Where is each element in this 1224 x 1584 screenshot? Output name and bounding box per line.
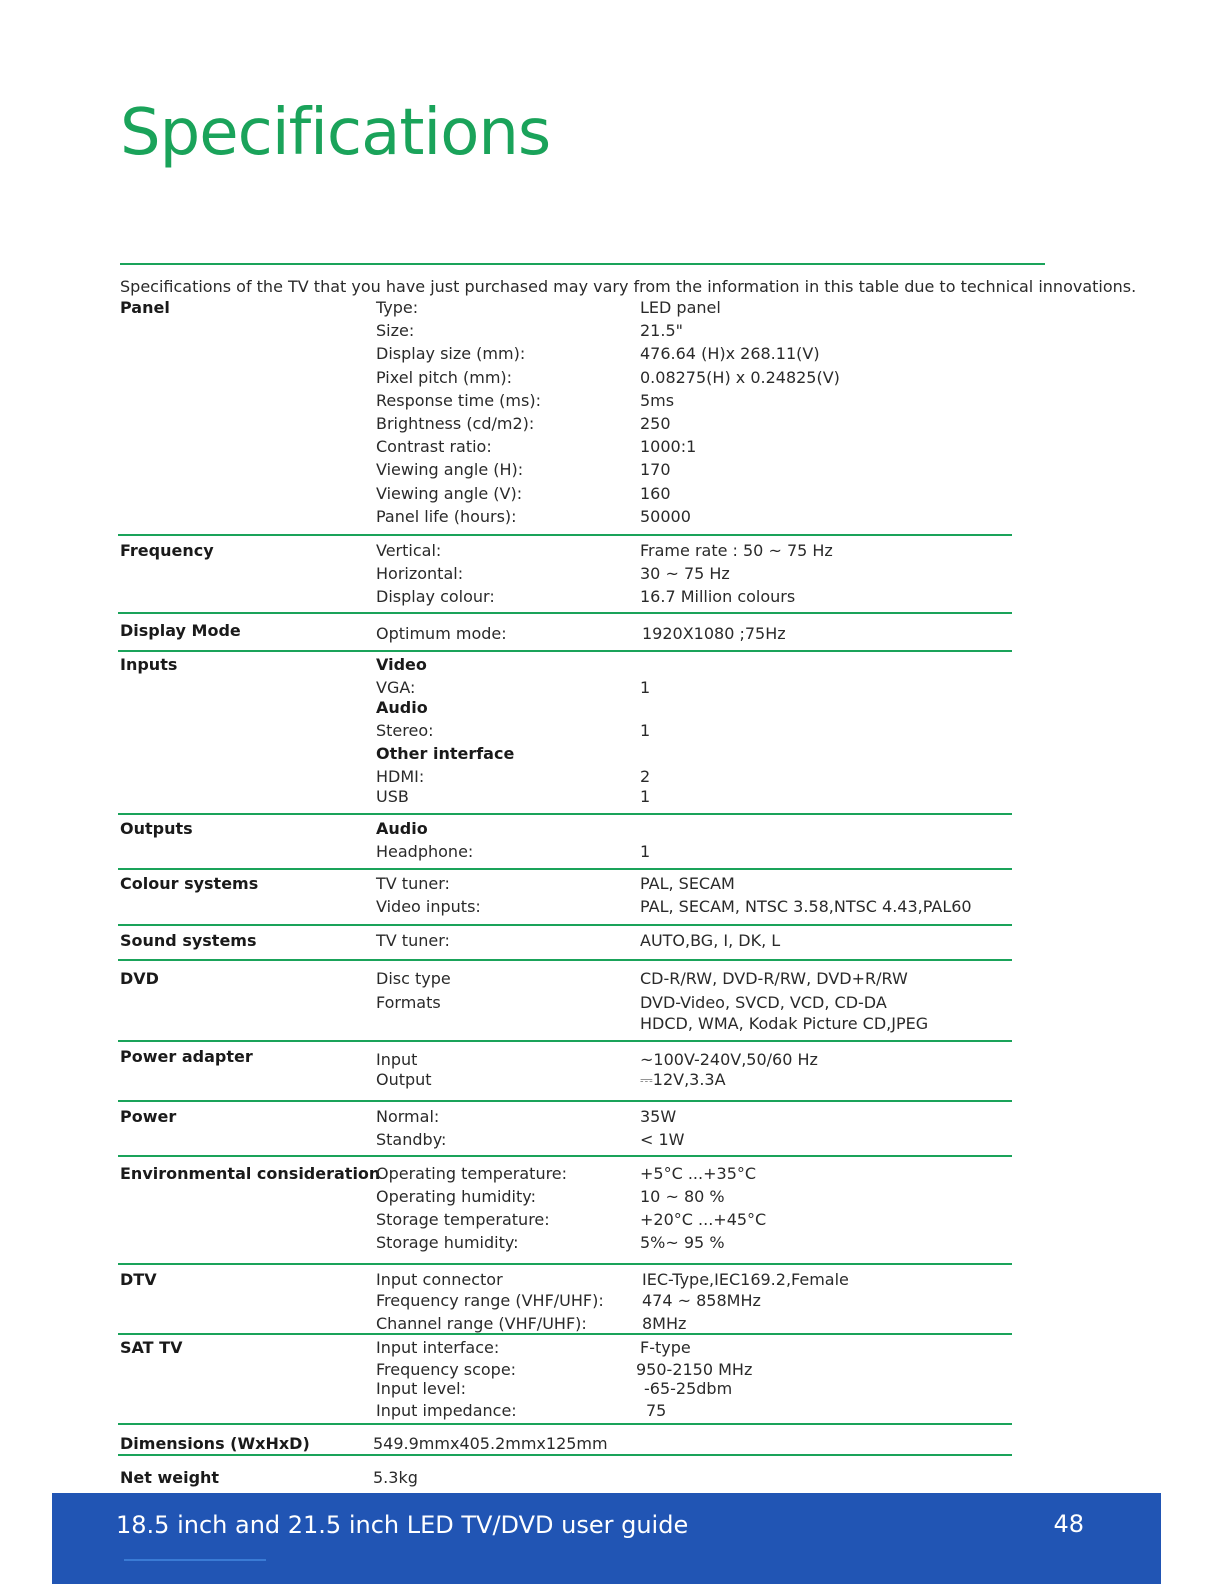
section-divider bbox=[118, 1454, 1012, 1456]
spec-value: HDCD, WMA, Kodak Picture CD,JPEG bbox=[640, 1014, 929, 1033]
section-label: Panel bbox=[120, 298, 170, 317]
section-label: Outputs bbox=[120, 819, 193, 838]
spec-label: Operating humidity: bbox=[376, 1187, 536, 1206]
spec-label: HDMI: bbox=[376, 767, 425, 786]
page-title: Specifications bbox=[120, 96, 551, 170]
spec-value: 1 bbox=[640, 787, 651, 806]
spec-value: 950-2150 MHz bbox=[636, 1360, 753, 1379]
spec-label: Input impedance: bbox=[376, 1401, 517, 1420]
spec-value: 250 bbox=[640, 414, 671, 433]
spec-value: DVD-Video, SVCD, VCD, CD-DA bbox=[640, 993, 887, 1012]
spec-value: 8MHz bbox=[642, 1314, 687, 1333]
section-divider bbox=[118, 1263, 1012, 1265]
spec-value: ⎓12V,3.3A bbox=[640, 1070, 726, 1089]
spec-label: Frequency scope: bbox=[376, 1360, 517, 1379]
spec-value: 2 bbox=[640, 767, 651, 786]
spec-label: Storage temperature: bbox=[376, 1210, 550, 1229]
spec-value: IEC-Type,IEC169.2,Female bbox=[642, 1270, 849, 1289]
section-label: DVD bbox=[120, 969, 159, 988]
section-divider bbox=[118, 868, 1012, 870]
section-divider bbox=[118, 650, 1012, 652]
spec-label: Headphone: bbox=[376, 842, 474, 861]
spec-label: Input interface: bbox=[376, 1338, 500, 1357]
spec-label: Disc type bbox=[376, 969, 451, 988]
spec-value: 35W bbox=[640, 1107, 677, 1126]
spec-value: 0.08275(H) x 0.24825(V) bbox=[640, 368, 840, 387]
footer-title: 18.5 inch and 21.5 inch LED TV/DVD user guide bbox=[116, 1511, 689, 1539]
spec-label: Response time (ms): bbox=[376, 391, 541, 410]
section-label: Frequency bbox=[120, 541, 214, 560]
spec-label: 549.9mmx405.2mmx125mm bbox=[373, 1434, 608, 1453]
spec-label: Display size (mm): bbox=[376, 344, 526, 363]
spec-value: PAL, SECAM, NTSC 3.58,NTSC 4.43,PAL60 bbox=[640, 897, 972, 916]
spec-value: CD-R/RW, DVD-R/RW, DVD+R/RW bbox=[640, 969, 908, 988]
spec-value: 1000:1 bbox=[640, 437, 697, 456]
section-divider bbox=[118, 813, 1012, 815]
section-label: SAT TV bbox=[120, 1338, 183, 1357]
page-number: 48 bbox=[1053, 1510, 1084, 1538]
spec-value: +5°C ...+35°C bbox=[640, 1164, 757, 1183]
spec-label: Frequency range (VHF/UHF): bbox=[376, 1291, 604, 1310]
section-divider bbox=[118, 959, 1012, 961]
spec-label: Pixel pitch (mm): bbox=[376, 368, 513, 387]
spec-label: Size: bbox=[376, 321, 415, 340]
spec-label: VGA: bbox=[376, 678, 416, 697]
footer-underline bbox=[124, 1559, 266, 1561]
spec-label: Stereo: bbox=[376, 721, 434, 740]
spec-label: Display colour: bbox=[376, 587, 495, 606]
section-label: Power bbox=[120, 1107, 177, 1126]
spec-value: LED panel bbox=[640, 298, 721, 317]
spec-label: Standby: bbox=[376, 1130, 447, 1149]
spec-value: 1 bbox=[640, 842, 651, 861]
spec-label: Panel life (hours): bbox=[376, 507, 517, 526]
spec-label: Input connector bbox=[376, 1270, 503, 1289]
spec-value: +20°C ...+45°C bbox=[640, 1210, 767, 1229]
spec-value: 474 ~ 858MHz bbox=[642, 1291, 761, 1310]
spec-value: 21.5" bbox=[640, 321, 683, 340]
spec-label: Horizontal: bbox=[376, 564, 464, 583]
spec-value: 50000 bbox=[640, 507, 691, 526]
section-label: Sound systems bbox=[120, 931, 257, 950]
section-label: Power adapter bbox=[120, 1047, 253, 1066]
spec-value: ~100V-240V,50/60 Hz bbox=[640, 1050, 818, 1069]
section-label: Inputs bbox=[120, 655, 178, 674]
spec-value: F-type bbox=[640, 1338, 691, 1357]
spec-value: < 1W bbox=[640, 1130, 685, 1149]
spec-label: Viewing angle (H): bbox=[376, 460, 524, 479]
spec-label: Storage humidity: bbox=[376, 1233, 519, 1252]
section-divider bbox=[118, 1423, 1012, 1425]
section-divider bbox=[118, 612, 1012, 614]
spec-subheading: Audio bbox=[376, 698, 428, 717]
spec-value: 16.7 Million colours bbox=[640, 587, 796, 606]
footer-bar bbox=[52, 1493, 1161, 1584]
spec-value: 5%~ 95 % bbox=[640, 1233, 725, 1252]
spec-value: 75 bbox=[646, 1401, 667, 1420]
section-label: Colour systems bbox=[120, 874, 259, 893]
spec-value: -65-25dbm bbox=[644, 1379, 733, 1398]
section-divider bbox=[118, 1040, 1012, 1042]
section-divider bbox=[118, 1100, 1012, 1102]
spec-label: Input level: bbox=[376, 1379, 466, 1398]
section-divider bbox=[118, 924, 1012, 926]
section-divider bbox=[118, 534, 1012, 536]
spec-label: 5.3kg bbox=[373, 1468, 418, 1487]
section-label: Net weight bbox=[120, 1468, 220, 1487]
spec-label: Viewing angle (V): bbox=[376, 484, 523, 503]
spec-subheading: Other interface bbox=[376, 744, 515, 763]
spec-label: TV tuner: bbox=[376, 874, 450, 893]
spec-value: 1 bbox=[640, 721, 651, 740]
spec-value: 5ms bbox=[640, 391, 675, 410]
intro-text: Specifications of the TV that you have just purchased may vary from the information in this table due to technical innovations. bbox=[120, 277, 1137, 296]
spec-label: Video inputs: bbox=[376, 897, 481, 916]
spec-value: 1920X1080 ;75Hz bbox=[642, 624, 786, 643]
spec-value: 476.64 (H)x 268.11(V) bbox=[640, 344, 820, 363]
spec-label: Optimum mode: bbox=[376, 624, 507, 643]
spec-value: 1 bbox=[640, 678, 651, 697]
spec-value: 160 bbox=[640, 484, 671, 503]
spec-label: Vertical: bbox=[376, 541, 442, 560]
spec-subheading: Video bbox=[376, 655, 427, 674]
spec-value: Frame rate : 50 ~ 75 Hz bbox=[640, 541, 833, 560]
spec-label: Output bbox=[376, 1070, 432, 1089]
spec-value: AUTO,BG, I, DK, L bbox=[640, 931, 781, 950]
spec-label: Type: bbox=[376, 298, 419, 317]
spec-label: Channel range (VHF/UHF): bbox=[376, 1314, 587, 1333]
spec-label: Operating temperature: bbox=[376, 1164, 568, 1183]
spec-label: TV tuner: bbox=[376, 931, 450, 950]
section-divider bbox=[118, 1333, 1012, 1335]
spec-label: Formats bbox=[376, 993, 441, 1012]
spec-label: Normal: bbox=[376, 1107, 440, 1126]
section-label: DTV bbox=[120, 1270, 157, 1289]
spec-value: 170 bbox=[640, 460, 671, 479]
spec-subheading: Audio bbox=[376, 819, 428, 838]
spec-label: Input bbox=[376, 1050, 418, 1069]
spec-value: 30 ~ 75 Hz bbox=[640, 564, 730, 583]
section-label: Dimensions (WxHxD) bbox=[120, 1434, 310, 1453]
spec-value: 10 ~ 80 % bbox=[640, 1187, 725, 1206]
section-label: Display Mode bbox=[120, 621, 241, 640]
spec-label: Brightness (cd/m2): bbox=[376, 414, 535, 433]
spec-value: PAL, SECAM bbox=[640, 874, 735, 893]
spec-label: USB bbox=[376, 787, 409, 806]
section-divider bbox=[118, 1155, 1012, 1157]
spec-label: Contrast ratio: bbox=[376, 437, 492, 456]
section-label: Environmental consideration bbox=[120, 1164, 381, 1183]
